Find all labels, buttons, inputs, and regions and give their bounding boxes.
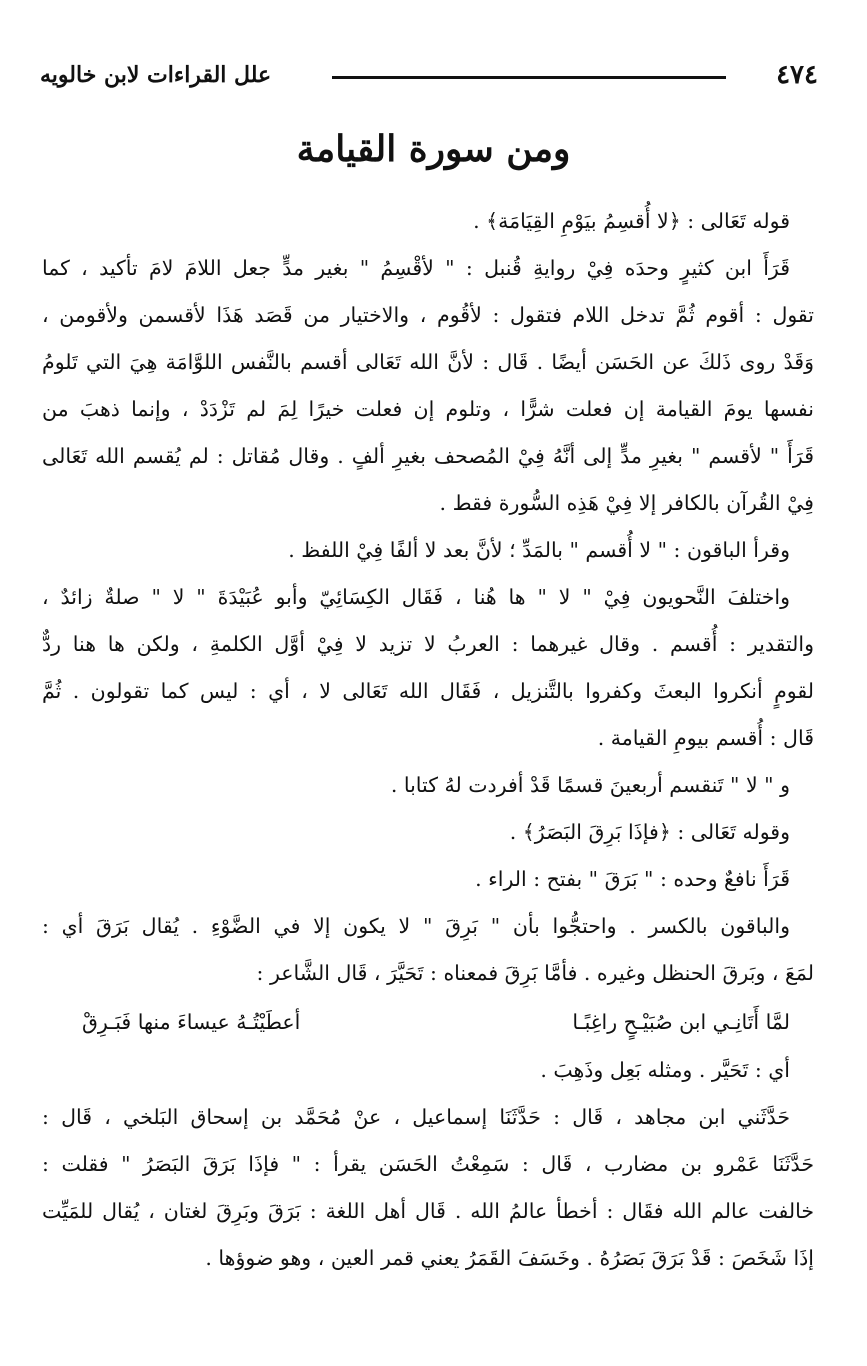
text-line: قَرَأَ ابن كثيرٍ وحدَه فِيْ روايةِ قُنبل : " لأقْسِمُ " بغير مدٍّ جعل اللامَ لامَ تأكيد ، كما <box>42 256 790 280</box>
surah-title: ومن سورة القيامة <box>296 128 571 170</box>
text-line: نفسها يومَ القيامة إن فعلت شرًّا ، وتلوم إن فعلت خيرًا لِمَ لم تَزْدَدْ ، وإنما ذهبَ من <box>42 397 814 421</box>
text-line: والتقدير : أُقسم . وقال غيرهما : العربُ لا تزيد لا فِيْ أوَّل الكلمةِ ، ولكن ها هنا ردٌّ <box>42 632 814 656</box>
text-line: أي : تَحَيَّر . ومثله بَعِل وذَهِبَ . <box>540 1058 790 1082</box>
text-line: قوله تَعَالى : ﴿لا أُقسِمُ بيَوْمِ القِيَامَة﴾ . <box>473 209 790 233</box>
running-header <box>40 56 818 100</box>
text-line: قَرَأَ نافعٌ وحده : " بَرَقَ " بفتح : الراء . <box>475 867 790 891</box>
verse-hemistich-1: لمَّا أَتَانِـي ابن صُبَيْـحٍ راغِبًـا <box>572 1010 790 1034</box>
running-title: علل القراءات لابن خالويه <box>40 62 272 88</box>
text-line: خالفت عالم الله فقَال : أخطأ عالمُ الله . قَال أهل اللغة : بَرَقَ وبَرِقَ لغتان ، يُقال للمَيِّت <box>42 1199 814 1223</box>
text-line: حَدَّثَني ابن مجاهد ، قَال : حَدَّثَنَا إسماعيل ، عنْ مُحَمَّد بن إسحاق البَلخي ، قَال : <box>42 1105 790 1129</box>
text-line: فِيْ القُرآن بالكافر إلا فِيْ هَذِه السُّورة فقط . <box>439 491 814 515</box>
body-text <box>42 198 814 1282</box>
text-line: لمَعَ ، وبَرقَ الحنظل وغيره . فأمَّا بَرِقَ فمعناه : تَحَيَّرَ ، قَال الشَّاعر : <box>256 961 814 985</box>
text-line: و " لا " تَنقسم أربعينَ قسمًا قَدْ أفردت لهُ كتابا . <box>390 773 790 797</box>
text-line: وَقَدْ روى ذَلكَ عن الحَسَن أيضًا . قَال : لأنَّ الله تَعَالى أقسم بالنَّفس اللوَّامَة هِيَ التي تَلومُ <box>42 350 814 374</box>
text-line: قَال : أُقسم بيومِ القيامة . <box>597 726 814 750</box>
verse-hemistich-2: أعطَيْتُـهُ عيساءَ منها فَبَـرِقْ <box>82 1010 301 1034</box>
text-block-top <box>42 198 814 997</box>
text-line: واختلفَ النَّحويون فِيْ " لا " ها هُنا ، فَقَال الكِسَائِيّ وأبو عُبَيْدَةَ " لا " صلةٌ زائدٌ ، <box>42 585 790 609</box>
text-block-bottom <box>42 1047 814 1282</box>
text-line: وقوله تَعَالى : ﴿فإذَا بَرِقَ البَصَرُ﴾ . <box>509 820 790 844</box>
text-line: إذَا شَخَصَ : قَدْ بَرَقَ بَصَرُهُ . وخَسَفَ القَمَرُ يعني قمر العين ، وهو ضوؤها . <box>205 1246 814 1270</box>
text-line: تقول : أقوم ثُمَّ تدخل اللام فتقول : لأقُوم ، والاختيار من قَصَد هَذَا لأقسمن ولأقومن ، <box>42 303 814 327</box>
text-line: حَدَّثَنَا عَمْرو بن مضارب ، قَال : سَمِعْتُ الحَسَن يقرأ : " فإذَا بَرَقَ البَصَرُ " فقلت : <box>42 1152 814 1176</box>
header-rule <box>332 76 726 79</box>
text-line: لقومٍ أنكروا البعثَ وكفروا بالتَّنزيل ، فَقَال الله تَعَالى لا ، أي : ليس كما تقولون . ثُمَّ <box>42 679 814 703</box>
page-number: ٤٧٤ <box>776 60 818 90</box>
text-line: قَرَأَ " لأقسم " بغيرِ مدٍّ إلى أنَّهُ فِيْ المُصحف بغيرِ ألفٍ . وقال مُقاتل : لم يُقسم الله تَعَالى <box>42 444 814 468</box>
verse-line <box>42 997 814 1047</box>
text-line: وقرأ الباقون : " لا أُقسم " بالمَدِّ ؛ لأنَّ بعد لا ألفًا فِيْ اللفظ . <box>288 538 790 562</box>
text-line: والباقون بالكسر . واحتجُّوا بأن " بَرِقَ " لا يكون إلا في الضَّوْءِ . يُقال بَرَقَ أي : <box>42 914 790 938</box>
